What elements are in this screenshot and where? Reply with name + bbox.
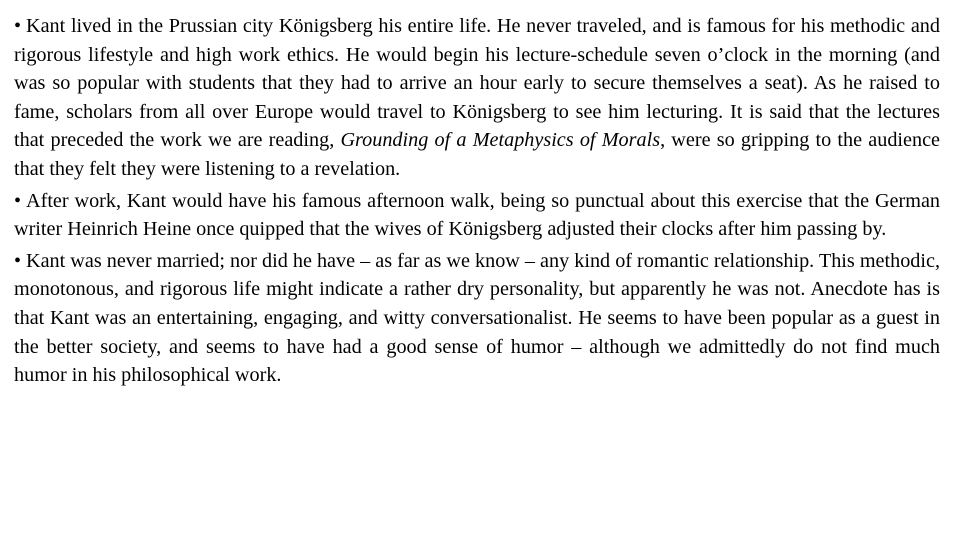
bullet-icon: •	[14, 189, 22, 212]
bullet-icon: •	[14, 15, 22, 37]
slide-body	[14, 12, 940, 393]
paragraph-text: After work, Kant would have his famous afternoon walk, being so punctual about this exercise that the German writer Heinrich Heine once quipped that the wives of Königsberg adjusted their clocks after him passing by.	[14, 189, 940, 241]
bullet-paragraph-kant-life	[14, 12, 940, 184]
paragraph-text-after: , were so gripping to the audience that they felt they were listening to a revelation.	[14, 129, 940, 180]
book-title: Grounding of a Metaphysics of Morals	[340, 129, 661, 152]
bullet-paragraph-personality	[14, 247, 940, 390]
bullet-paragraph-afternoon-walk	[14, 187, 940, 244]
paragraph-text-before: Kant lived in the Prussian city Königsberg his entire life. He never traveled, and is famous for his methodic and rigorous lifestyle and high work ethics. He would begin his lecture-schedule seven o’clock in the morning (and was so popular with students that they had to arrive an hour early to secure themselves a seat). As he raised to fame, scholars from all over Europe would travel to Königsberg to see him lecturing. It is said that the lectures that preceded the work we are reading,	[14, 15, 940, 152]
bullet-icon: •	[14, 249, 22, 272]
paragraph-text: Kant was never married; nor did he have – as far as we know – any kind of romantic relationship. This methodic, monotonous, and rigorous life might indicate a rather dry personality, but apparently he was not. Anecdote has is that Kant was an entertaining, engaging, and witty conversationalist. He seems to have been popular as a guest in the better society, and seems to have had a good sense of humor – although we admittedly do not find much humor in his philosophical work.	[14, 249, 940, 387]
